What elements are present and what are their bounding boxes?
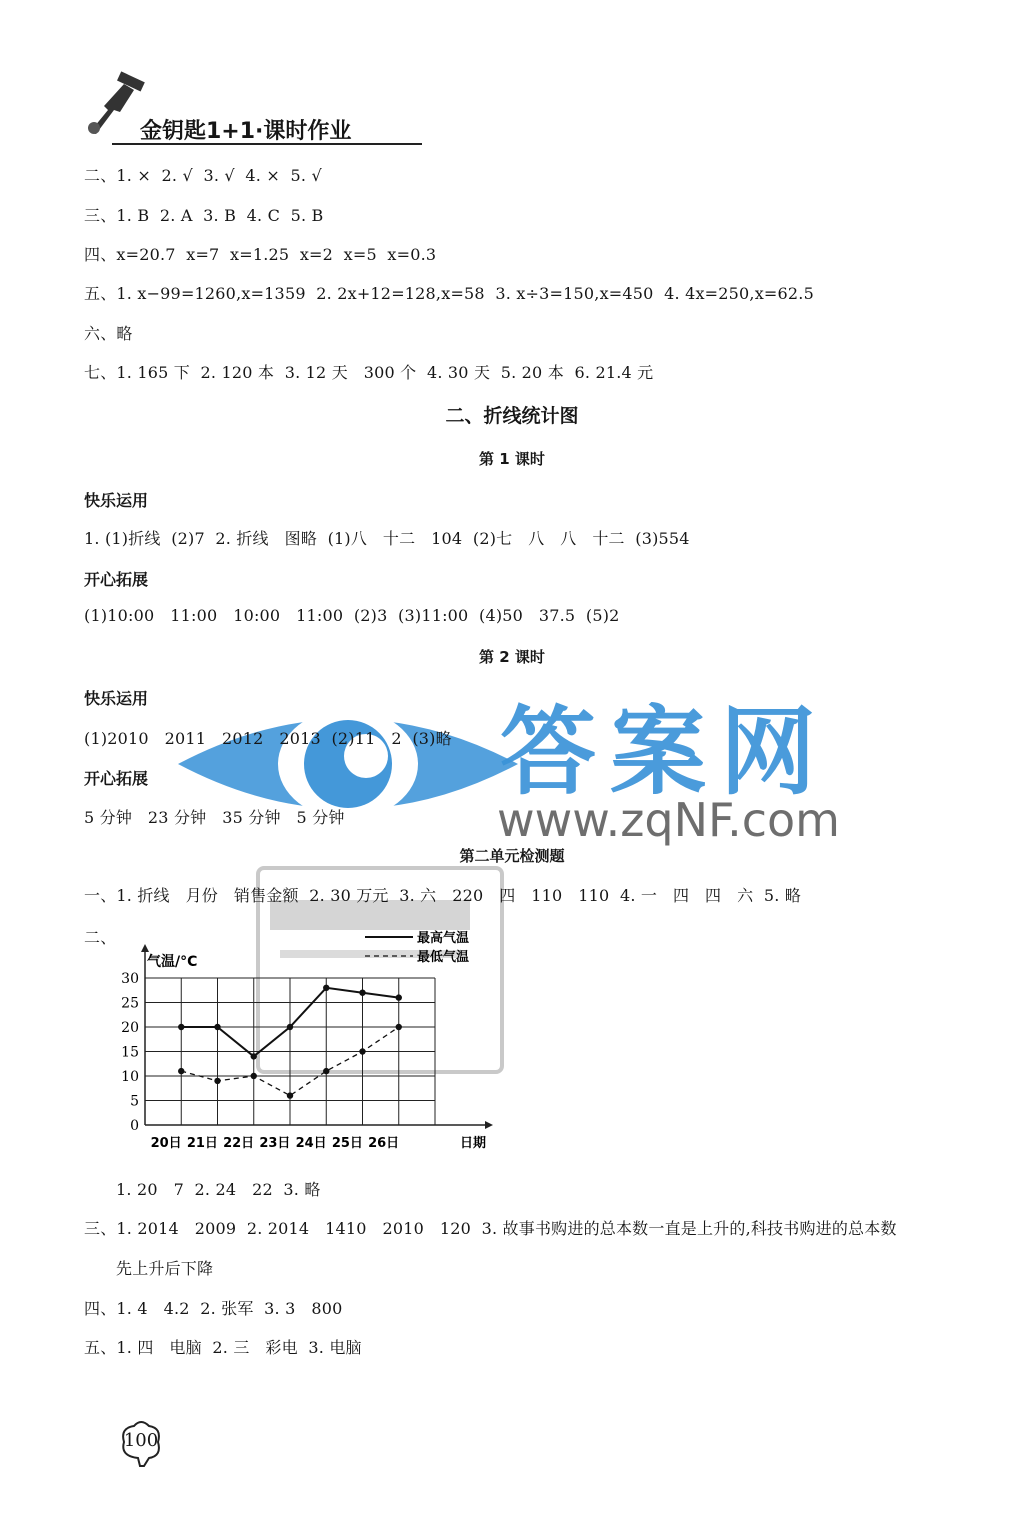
- lesson2-title: 第 2 课时: [479, 648, 545, 666]
- test-q3-line2: 先上升后下降: [116, 1259, 214, 1278]
- watermark-text: 答案网: [500, 696, 830, 808]
- x-tick-label: 26日: [368, 1136, 400, 1151]
- lesson2-part1-text: (1)2010 2011 2012 2013 (2)11 2 (3)略: [84, 729, 452, 748]
- y-tick-label: 0: [130, 1118, 139, 1134]
- answer-line-5: 五、1. x−99=1260,x=1359 2. 2x+12=128,x=58 3. x÷3=150,x=450 4. 4x=250,x=62.5: [84, 284, 814, 303]
- chapter-title: 二、折线统计图: [445, 405, 579, 427]
- x-tick-label: 25日: [331, 1136, 363, 1151]
- x-tick-label: 20日: [150, 1136, 182, 1151]
- header-title: 金钥匙1+1·课时作业: [140, 119, 352, 144]
- lesson1-part2-text: (1)10:00 11:00 10:00 11:00 (2)3 (3)11:00 (4)50 37.5 (5)2: [84, 606, 620, 625]
- answer-line-3: 三、1. B 2. A 3. B 4. C 5. B: [84, 206, 324, 225]
- y-tick-label: 20: [121, 1020, 139, 1036]
- test-q3-line1: 三、1. 2014 2009 2. 2014 1410 2010 120 3. 故事书购进的总本数一直是上升的,科技书购进的总本数: [84, 1219, 897, 1238]
- y-tick-label: 15: [121, 1044, 139, 1061]
- test-q1: 一、1. 折线 月份 销售金额 2. 30 万元 3. 六 220 四 110 110 4. 一 四 四 六 5. 略: [84, 886, 802, 905]
- lesson1-part1-text: 1. (1)折线 (2)7 2. 折线 图略 (1)八 十二 104 (2)七 八 八 十二 (3)554: [84, 529, 690, 548]
- test-q4: 四、1. 4 4.2 2. 张军 3. 3 800: [84, 1299, 343, 1318]
- answer-line-2: 二、1. × 2. √ 3. √ 4. × 5. √: [84, 166, 322, 185]
- test-q2-answers: 1. 20 7 2. 24 22 3. 略: [116, 1180, 321, 1199]
- lesson2-part2-text: 5 分钟 23 分钟 35 分钟 5 分钟: [84, 808, 345, 827]
- header-rule: [112, 143, 422, 145]
- lesson1-title: 第 1 课时: [479, 450, 545, 468]
- data-point: [178, 1024, 184, 1030]
- legend-label-max: 最高气温: [417, 931, 470, 946]
- x-tick-label: 24日: [295, 1136, 327, 1151]
- data-point: [396, 994, 402, 1000]
- test-q5: 五、1. 四 电脑 2. 三 彩电 3. 电脑: [84, 1338, 362, 1357]
- data-point: [323, 985, 329, 991]
- data-point: [214, 1024, 220, 1030]
- answer-line-4: 四、x=20.7 x=7 x=1.25 x=2 x=5 x=0.3: [84, 245, 437, 264]
- x-axis-label: 日期: [459, 1136, 487, 1151]
- temperature-line-chart: [100, 930, 500, 1160]
- x-tick-label: 21日: [186, 1136, 218, 1151]
- legend-label-min: 最低气温: [417, 950, 470, 965]
- answer-line-7: 七、1. 165 下 2. 120 本 3. 12 天 300 个 4. 30 天 5. 20 本 6. 21.4 元: [84, 363, 654, 382]
- data-point: [251, 1053, 257, 1059]
- x-axis-arrow: [485, 1121, 493, 1129]
- page-number-text: 100: [123, 1430, 159, 1451]
- data-point: [323, 1068, 329, 1074]
- page-number: [116, 1418, 166, 1468]
- data-point: [396, 1024, 402, 1030]
- x-tick-label: 22日: [223, 1136, 255, 1151]
- y-tick-label: 10: [121, 1069, 139, 1085]
- y-tick-label: 25: [121, 995, 139, 1012]
- answer-line-6: 六、略: [84, 324, 133, 343]
- test-title: 第二单元检测题: [459, 847, 565, 865]
- y-axis-label: 气温/°C: [147, 954, 198, 970]
- data-point: [251, 1073, 257, 1079]
- data-point: [359, 990, 365, 996]
- test-q2-label: 二、: [84, 928, 117, 947]
- y-tick-label: 30: [121, 971, 139, 987]
- lesson2-part2-label: 开心拓展: [84, 769, 149, 788]
- data-point: [287, 1092, 293, 1098]
- x-tick-label: 23日: [259, 1136, 291, 1151]
- watermark-url: www.zqNF.com: [497, 793, 840, 847]
- lesson2-part1-label: 快乐运用: [84, 689, 149, 708]
- y-axis-arrow: [141, 944, 149, 952]
- data-point: [287, 1024, 293, 1030]
- data-point: [214, 1078, 220, 1084]
- lesson1-part2-label: 开心拓展: [84, 570, 149, 589]
- data-point: [359, 1048, 365, 1054]
- y-tick-label: 5: [130, 1093, 139, 1110]
- data-point: [178, 1068, 184, 1074]
- lesson1-part1-label: 快乐运用: [84, 491, 149, 510]
